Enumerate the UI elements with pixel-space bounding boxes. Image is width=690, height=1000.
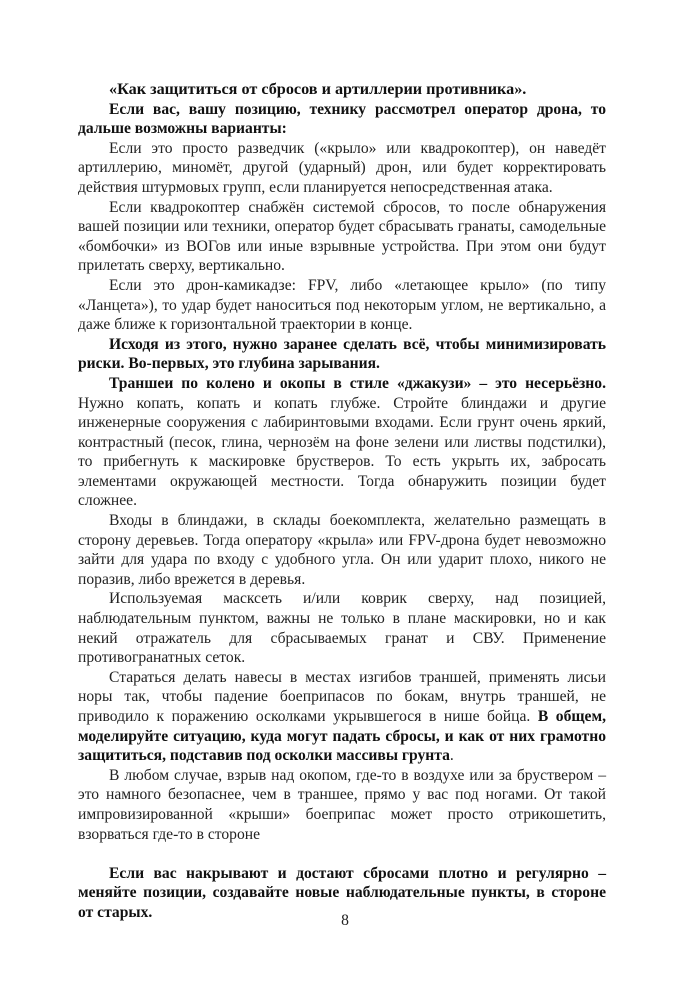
- paragraph-intro: Если вас, вашу позицию, технику рассмотрел оператор дрона, то дальше возможны варианты:: [78, 100, 606, 138]
- paragraph-scout: Если это просто разведчик («крыло» или квадрокоптер), он наведёт артиллерию, миномёт, другой (ударный) дрон, или будет корректировать действия штурмовых групп, если планируется непосредственная атака.: [78, 139, 606, 196]
- paragraph-change-positions: Если вас накрывают и достают сбросами плотно и регулярно – меняйте позиции, создавайте новые наблюдательные пункты, в стороне от старых.: [78, 864, 606, 921]
- paragraph-quadcopter-drops: Если квадрокоптер снабжён системой сбросов, то после обнаружения вашей позиции или техники, оператор будет сбрасывать гранаты, самодельные «бомбочки» из ВОГов или иные взрывные устройства. При этом они будут прилетать сверху, вертикально.: [78, 198, 606, 275]
- canopies-tail: .: [449, 747, 454, 765]
- canopies-text: Стараться делать навесы в местах изгибов траншей, применять лисьи норы так, чтобы падение боеприпасов по бокам, внутрь траншей, не приводило к поражению осколками укрывшегося в нише бойца.: [78, 668, 606, 725]
- trenches-text: Нужно копать, копать и копать глубже. Стройте блиндажи и другие инженерные сооружения с лабиринтовыми входами. Если грунт очень яркий, контрастный (песок, глина, чернозём на фоне зелени или листвы подстилки), то прибегнуть к маскировке брустверов. То есть укрыть их, забросать элементами окружающей местности. Тогда обнаружить позиции будет сложнее.: [78, 394, 606, 510]
- paragraph-entrances: Входы в блиндажи, в склады боекомплекта, желательно размещать в сторону деревьев. Тогда оператору «крыла» или FPV-дрона будет невозможно зайти для удара по входу с удобного угла. Он или ударит плохо, никого не поразив, либо врежется в деревья.: [78, 512, 606, 588]
- page-number: 8: [341, 912, 349, 929]
- paragraph-camo-net: Используемая масксеть и/или коврик сверху, над позицией, наблюдательным пунктом, важны не только в плане маскировки, но и как некий отражатель для сбрасываемых гранат и СВУ. Применение противогранатных сеток.: [78, 590, 606, 667]
- canopies-bold: В общем, моделируйте ситуацию, куда могут падать сбросы, и как от них грамотно защититься, подставив под осколки массивы грунта: [78, 708, 606, 765]
- paragraph-any-case: В любом случае, взрыв над окопом, где-то в воздухе или за бруствером – это намного безопаснее, чем в траншее, прямо у вас под ногами. От такой импровизированной «крыши» боеприпас может просто отрикошетить, взорваться где-то в стороне: [78, 766, 606, 843]
- paragraph-canopies: [78, 668, 606, 766]
- document-page: [78, 80, 606, 923]
- trenches-lead: Траншеи по колено и окопы в стиле «джакузи» – это несерьёзно.: [109, 374, 606, 392]
- document-title: «Как защититься от сбросов и артиллерии противника».: [109, 80, 527, 98]
- paragraph-kamikaze: Если это дрон-камикадзе: FPV, либо «летающее крыло» (по типу «Ланцета»), то удар будет наноситься под некоторым углом, не вертикально, а даже ближе к горизонтальной траектории в конце.: [78, 276, 606, 334]
- paragraph-minimize-risks: Исходя из этого, нужно заранее сделать всё, чтобы минимизировать риски. Во-первых, это глубина зарывания.: [78, 335, 606, 373]
- paragraph-trenches: [78, 374, 606, 511]
